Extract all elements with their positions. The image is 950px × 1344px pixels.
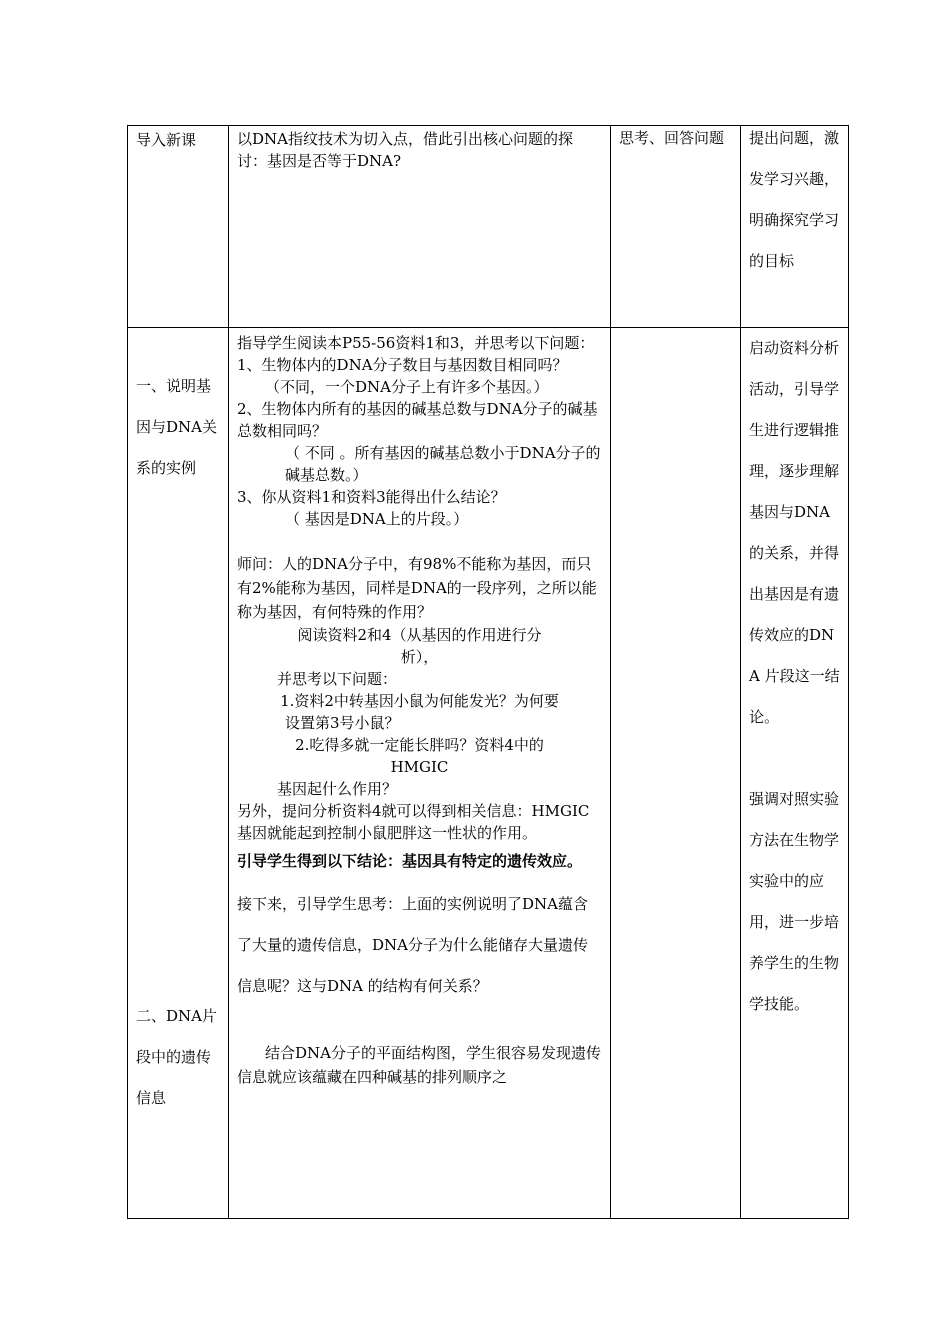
stage-label-1: 一、说明基因与DNA关系的实例 — [136, 377, 217, 477]
sub-question-2: 2.吃得多就一定能长胖吗？资料4中的 — [295, 736, 544, 754]
answer-1: （不同，一个DNA分子上有许多个基因。） — [265, 378, 549, 396]
question-2: 2、生物体内所有的基因的碱基总数与DNA分子的碱基总数相同吗？ — [237, 400, 598, 440]
reading-instruction-cont: 析）， — [400, 648, 439, 666]
student-activity-cell — [611, 126, 741, 328]
intent-cell — [741, 328, 849, 1219]
sub-question-1: 1.资料2中转基因小鼠为何能发光？为何要 — [280, 692, 559, 710]
reading-instruction: 阅读资料2和4（从基因的作用进行分 — [297, 626, 542, 644]
intent-cell — [741, 126, 849, 328]
conclusion: 引导学生得到以下结论：基因具有特定的遗传效应。 — [237, 852, 583, 870]
lesson-plan-table — [127, 125, 849, 1219]
content-cell — [229, 126, 611, 328]
stage-cell — [128, 126, 229, 328]
sub-question-2-cont: HMGIC — [390, 758, 449, 776]
content-p8: 接下来，引导学生思考：上面的实例说明了DNA蕴含了大量的遗传信息，DNA分子为什么能储存大量遗传信息呢？这与DNA 的结构有何关系？ — [237, 895, 588, 995]
answer-2: （ 不同 。所有基因的碱基总数小于DNA分子的碱基总数。） — [285, 444, 601, 484]
table-row — [128, 328, 849, 1219]
question-3: 3、你从资料1和资料3能得出什么结论？ — [237, 488, 506, 506]
table-row — [128, 126, 849, 328]
stage-label: 导入新课 — [136, 131, 197, 149]
question-1: 1、生物体内的DNA分子数目与基因数目相同吗？ — [237, 356, 568, 374]
sub-question-1-cont: 设置第3号小鼠？ — [285, 714, 400, 732]
content-p1: 指导学生阅读本P55-56资料1和3，并思考以下问题： — [237, 334, 595, 352]
stage-label-2: 二、DNA片段中的遗传信息 — [136, 1007, 217, 1107]
stage-cell — [128, 328, 229, 1219]
answer-3: （ 基因是DNA上的片段。） — [285, 510, 469, 528]
intent-text-1: 启动资料分析活动，引导学生进行逻辑推理，逐步理解基因与DNA 的关系，并得出基因是有遗传效应的DNA 片段这一结论。 — [749, 339, 840, 726]
student-activity-text: 思考、回答问题 — [619, 129, 725, 147]
sub-question-2-end: 基因起什么作用？ — [277, 780, 398, 798]
intent-text: 提出问题，激发学习兴趣，明确探究学习的目标 — [749, 129, 840, 270]
content-p6: 另外，提问分析资料4就可以得到相关信息：HMGIC基因就能起到控制小鼠肥胖这一性状的作用。 — [237, 802, 590, 842]
intent-text-2: 强调对照实验方法在生物学实验中的应用，进一步培养学生的生物学技能。 — [749, 790, 840, 1013]
content-text: 以DNA指纹技术为切入点，借此引出核心问题的探讨：基因是否等于DNA? — [237, 130, 573, 170]
student-activity-cell — [611, 328, 741, 1219]
content-cell — [229, 328, 611, 1219]
think-prompt: 并思考以下问题： — [277, 670, 398, 688]
content-p9: 结合DNA分子的平面结构图，学生很容易发现遗传信息就应该蕴藏在四种碱基的排列顺序之 — [237, 1044, 601, 1086]
teacher-question: 师问：人的DNA分子中，有98%不能称为基因，而只有2%能称为基因，同样是DNA的一段序列，之所以能称为基因，有何特殊的作用？ — [237, 555, 597, 621]
